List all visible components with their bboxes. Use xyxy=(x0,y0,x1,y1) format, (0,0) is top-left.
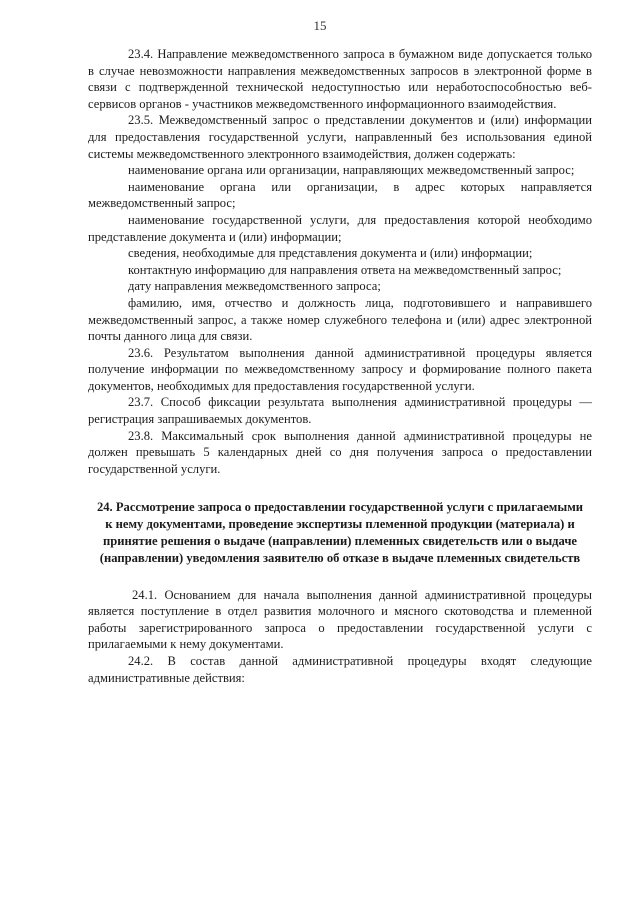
list-item-contact-info: контактную информацию для направления ответа на межведомственный запрос; xyxy=(128,262,562,277)
list-item-service-name: наименование государственной услуги, для предоставления которой необходимо представление документа и (или) информации; xyxy=(88,212,592,244)
paragraph-23-7: 23.7. Способ фиксации результата выполнения административной процедуры — регистрация запрашиваемых документов. xyxy=(88,395,592,427)
document-body xyxy=(88,46,592,686)
paragraph-23-8: 23.8. Максимальный срок выполнения данной административной процедуры не должен превышать 5 календарных дней со дня получения запроса о предоставлении государственной услуги. xyxy=(88,428,592,476)
paragraph-23-5: 23.5. Межведомственный запрос о представлении документов и (или) информации для предоставления государственной услуги, направленный без использования единой системы межведомственного электронного взаимодействия, должен содержать: xyxy=(88,113,592,161)
list-item-responsible-person: фамилию, имя, отчество и должность лица, подготовившего и направившего межведомственный запрос, а также номер служебного телефона и (или) адрес электронной почты данного лица для связи. xyxy=(88,295,592,344)
list-item-requesting-organ: наименование органа или организации, направляющих межведомственный запрос; xyxy=(128,163,575,178)
list-item-required-info: сведения, необходимые для представления документа и (или) информации; xyxy=(128,246,533,261)
section-heading-24: 24. Рассмотрение запроса о предоставлении государственной услуги с прилагаемыми к нему документами, проведение экспертизы племенной продукции (материала) и принятие решения о выдаче (направлении) племенных свидетельств или о выдаче (направлении) уведомления заявителю об отказе в выдаче племенных свидетельств xyxy=(96,500,584,565)
list-item-request-date: дату направления межведомственного запроса; xyxy=(128,279,381,294)
paragraph-23-4: 23.4. Направление межведомственного запроса в бумажном виде допускается только в случае невозможности направления межведомственных запросов в электронной форме в связи с подтвержденной технической недоступностью или неработоспособностью веб-сервисов органов - участников межведомственного информационного взаимодействия. xyxy=(88,47,592,111)
paragraph-24-1: 24.1. Основанием для начала выполнения данной административной процедуры является поступление в отдел развития молочного и мясного скотоводства и племенной работы зарегистрированного запроса о предоставлении государственной услуги с прилагаемыми к нему документами. xyxy=(88,587,592,652)
page-number: 15 xyxy=(313,18,327,33)
paragraph-23-6: 23.6. Результатом выполнения данной административной процедуры является получение информации по межведомственному запросу и формирование полного пакета документов, необходимых для предоставления государственной услуги. xyxy=(88,345,592,393)
paragraph-24-2: 24.2. В состав данной административной процедуры входят следующие административные действия: xyxy=(88,654,592,685)
list-item-recipient-organ: наименование органа или организации, в адрес которых направляется межведомственный запрос; xyxy=(88,179,592,211)
